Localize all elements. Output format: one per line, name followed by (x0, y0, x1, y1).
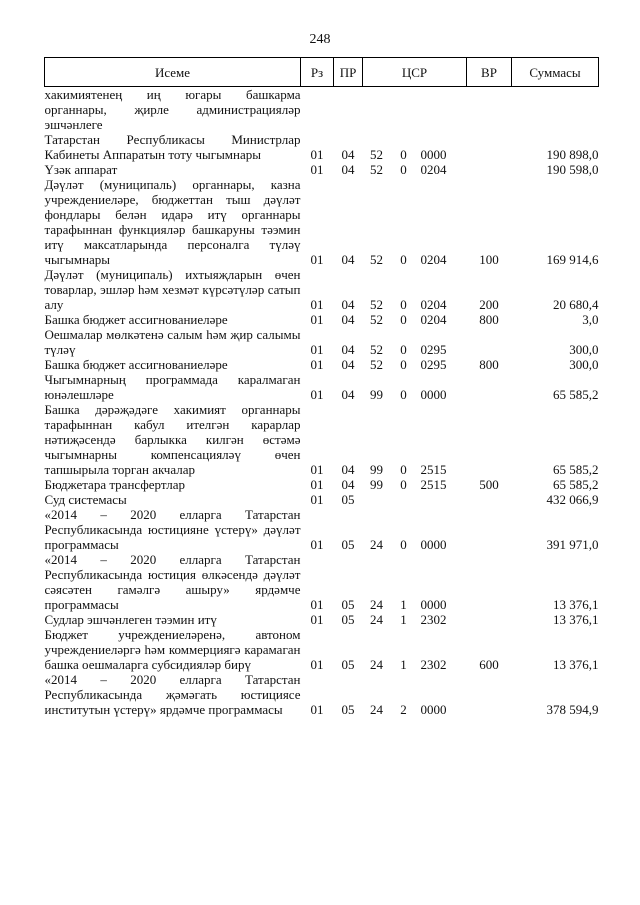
row-csr-subprogram: 0 (400, 252, 407, 267)
row-name: Дәүләт (муниципаль) ихтыяҗларын өчен товарлар, эшләр һәм хезмәт күрсәтүләр сатып алу (44, 267, 301, 312)
row-vr: 800 (479, 357, 499, 372)
row-rz: 01 (310, 252, 324, 267)
row-pr: 04 (341, 147, 355, 162)
table-row (45, 162, 599, 177)
table-row (45, 327, 599, 357)
row-vr (467, 507, 512, 552)
row-vr (467, 327, 512, 357)
row-rz: 01 (310, 162, 324, 177)
table-row (45, 612, 599, 627)
row-pr: 04 (341, 312, 355, 327)
row-name: Башка бюджет ассигнованиеләре (44, 312, 228, 327)
row-pr: 04 (341, 387, 355, 402)
row-csr-program: 52 (370, 357, 383, 372)
row-csr-program: 52 (370, 162, 383, 177)
row-sum: 20 680,4 (553, 297, 599, 312)
table-row (45, 627, 599, 672)
row-rz: 01 (310, 612, 324, 627)
row-csr-program: 52 (370, 297, 383, 312)
row-pr: 04 (341, 297, 355, 312)
row-csr-subprogram: 0 (400, 462, 407, 477)
table-row (45, 132, 599, 162)
row-csr-direction: 0204 (420, 312, 447, 327)
row-rz: 01 (310, 387, 324, 402)
row-csr (363, 162, 467, 177)
row-sum: 300,0 (569, 357, 599, 372)
row-csr-direction: 2302 (420, 657, 447, 672)
header-rz: Рз (301, 58, 334, 87)
row-pr: 05 (341, 657, 355, 672)
row-rz: 01 (310, 462, 324, 477)
row-pr: 04 (341, 162, 355, 177)
row-vr (467, 612, 512, 627)
row-sum: 65 585,2 (553, 462, 599, 477)
row-csr-direction: 0204 (420, 252, 447, 267)
header-vr: ВР (467, 58, 512, 87)
row-sum: 190 598,0 (546, 162, 599, 177)
row-csr-program: 52 (370, 312, 383, 327)
row-sum: 13 376,1 (553, 657, 599, 672)
row-name: Бюджет учреждениеләренә, автоном учреждениеләргә һәм коммерциягә карамаган башка оешмаларга субсидияләр бирү (44, 627, 301, 672)
row-vr (467, 672, 512, 717)
row-pr: 05 (341, 597, 355, 612)
row-vr: 800 (479, 312, 499, 327)
row-name: Башка бюджет ассигнованиеләре (44, 357, 228, 372)
header-csr: ЦСР (363, 58, 467, 87)
row-pr: 04 (341, 357, 355, 372)
row-vr (467, 372, 512, 402)
row-csr-subprogram: 1 (400, 657, 407, 672)
table-row (45, 402, 599, 477)
header-pr: ПР (334, 58, 363, 87)
header-sum: Суммасы (512, 58, 599, 87)
row-csr-subprogram: 0 (400, 357, 407, 372)
row-csr-direction: 0000 (420, 537, 447, 552)
row-csr-direction: 0295 (420, 357, 447, 372)
table-row (45, 87, 599, 133)
row-csr-program: 99 (370, 462, 383, 477)
row-csr-subprogram: 0 (400, 297, 407, 312)
row-csr (363, 372, 467, 402)
row-csr-direction: 2302 (420, 612, 447, 627)
row-vr (467, 132, 512, 162)
row-csr-subprogram: 0 (400, 477, 407, 492)
row-rz: 01 (310, 297, 324, 312)
row-csr-subprogram: 0 (400, 162, 407, 177)
table-row (45, 177, 599, 267)
header-name: Исеме (45, 58, 301, 87)
page-number: 248 (309, 32, 331, 47)
row-csr-direction: 0000 (420, 597, 447, 612)
row-name: «2014 – 2020 елларга Татарстан Республикасында җәмәгать юстициясе институтын үстерү» ярдәмче программасы (44, 672, 301, 717)
row-name: «2014 – 2020 елларга Татарстан Республикасында юстицияне үстерү» дәүләт программасы (44, 507, 301, 552)
row-rz: 01 (310, 537, 324, 552)
row-vr (467, 552, 512, 612)
row-csr (363, 477, 467, 492)
row-vr (467, 402, 512, 477)
table-header-row (45, 58, 599, 87)
row-rz: 01 (310, 357, 324, 372)
row-vr: 500 (479, 477, 499, 492)
row-sum: 169 914,6 (546, 252, 599, 267)
row-name: Үзәк аппарат (44, 162, 118, 177)
row-csr-subprogram: 1 (400, 612, 407, 627)
row-csr-program: 24 (370, 612, 383, 627)
row-csr-subprogram: 0 (400, 387, 407, 402)
table-row (45, 672, 599, 717)
row-rz: 01 (310, 147, 324, 162)
row-csr-program: 99 (370, 387, 383, 402)
table-row (45, 492, 599, 507)
row-csr-direction: 0204 (420, 297, 447, 312)
row-pr (334, 87, 363, 133)
row-csr (363, 672, 467, 717)
row-pr: 05 (341, 612, 355, 627)
row-name: хакимиятенең иң югары башкарма органнары, җирле администрацияләр эшчәнлеге (44, 87, 301, 132)
row-rz: 01 (310, 702, 324, 717)
row-csr-program: 52 (370, 342, 383, 357)
row-rz: 01 (310, 477, 324, 492)
row-sum: 65 585,2 (553, 477, 599, 492)
row-csr (363, 327, 467, 357)
row-csr (363, 627, 467, 672)
row-name: Судлар эшчәнлеген тәэмин итү (44, 612, 217, 627)
row-csr (363, 402, 467, 477)
row-name: Чыгымнарның программада каралмаган юнәлешләре (44, 372, 301, 402)
row-csr (363, 507, 467, 552)
row-csr-direction: 2515 (420, 477, 447, 492)
row-sum: 65 585,2 (553, 387, 599, 402)
row-csr-subprogram: 0 (400, 312, 407, 327)
row-name: Оешмалар мөлкәтенә салым һәм җир салымы түләү (44, 327, 301, 357)
row-sum: 3,0 (582, 312, 599, 327)
table-row (45, 357, 599, 372)
row-sum: 13 376,1 (553, 597, 599, 612)
row-sum: 190 898,0 (546, 147, 599, 162)
row-csr (363, 267, 467, 312)
row-rz (301, 87, 334, 133)
row-csr (363, 552, 467, 612)
row-csr (363, 312, 467, 327)
row-sum: 391 971,0 (546, 537, 599, 552)
row-pr: 05 (341, 492, 355, 507)
row-csr-subprogram: 0 (400, 342, 407, 357)
row-csr-program: 24 (370, 702, 383, 717)
row-csr-program: 24 (370, 657, 383, 672)
table-row (45, 552, 599, 612)
row-csr-subprogram: 0 (400, 147, 407, 162)
row-csr-direction: 0204 (420, 162, 447, 177)
row-sum (512, 87, 599, 133)
row-pr: 04 (341, 462, 355, 477)
row-name: Бюджетара трансфертлар (44, 477, 185, 492)
table-row (45, 477, 599, 492)
row-sum: 432 066,9 (546, 492, 599, 507)
row-sum: 13 376,1 (553, 612, 599, 627)
row-pr: 04 (341, 477, 355, 492)
row-csr-direction: 0000 (420, 387, 447, 402)
row-name: Дәүләт (муниципаль) органнары, казна учреждениеләре, бюджеттан тыш дәүләт фондлары белән идарә итү органнары тарафыннан функцияләр башкаруны тәэмин итү максатларында персоналга түләү чыгымнары (44, 177, 301, 267)
row-csr-direction: 2515 (420, 462, 447, 477)
row-csr (363, 357, 467, 372)
row-csr-subprogram: 1 (400, 597, 407, 612)
table-row (45, 312, 599, 327)
row-csr-program: 99 (370, 477, 383, 492)
row-sum: 378 594,9 (546, 702, 599, 717)
row-vr (467, 87, 512, 133)
row-rz: 01 (310, 342, 324, 357)
row-name: Башка дәрәҗәдәге хакимият органнары тарафыннан кабул ителгән карарлар нәтиҗәсендә барлыкка килгән өстәмә чыгымнарны компенсацияләү өчен тапшырыла торган акчалар (44, 402, 301, 477)
table-row (45, 507, 599, 552)
row-csr-direction: 0000 (420, 702, 447, 717)
row-name: Татарстан Республикасы Министрлар Кабинеты Аппаратын тоту чыгымнары (44, 132, 301, 162)
row-csr (363, 87, 467, 133)
row-pr: 04 (341, 342, 355, 357)
row-csr-program: 52 (370, 252, 383, 267)
row-rz: 01 (310, 312, 324, 327)
row-csr-program: 24 (370, 597, 383, 612)
row-csr-program: 52 (370, 147, 383, 162)
budget-table (44, 57, 599, 717)
table-row (45, 267, 599, 312)
row-vr: 100 (479, 252, 499, 267)
row-csr (363, 612, 467, 627)
row-csr (363, 492, 467, 507)
row-sum: 300,0 (569, 342, 599, 357)
row-vr: 200 (479, 297, 499, 312)
row-pr: 04 (341, 252, 355, 267)
row-csr-subprogram: 2 (400, 702, 407, 717)
row-rz: 01 (310, 492, 324, 507)
row-csr-program: 24 (370, 537, 383, 552)
row-rz: 01 (310, 657, 324, 672)
row-vr (467, 492, 512, 507)
row-pr: 05 (341, 537, 355, 552)
table-row (45, 372, 599, 402)
row-csr-direction: 0295 (420, 342, 447, 357)
row-rz: 01 (310, 597, 324, 612)
row-csr-subprogram: 0 (400, 537, 407, 552)
row-pr: 05 (341, 702, 355, 717)
row-name: «2014 – 2020 елларга Татарстан Республикасында юстиция өлкәсендә дәүләт сәясәтен гамәлгә ашыру» ярдәмче программасы (44, 552, 301, 612)
row-vr: 600 (479, 657, 499, 672)
row-csr (363, 132, 467, 162)
row-vr (467, 162, 512, 177)
row-name: Суд системасы (44, 492, 127, 507)
row-csr-direction: 0000 (420, 147, 447, 162)
row-csr (363, 177, 467, 267)
